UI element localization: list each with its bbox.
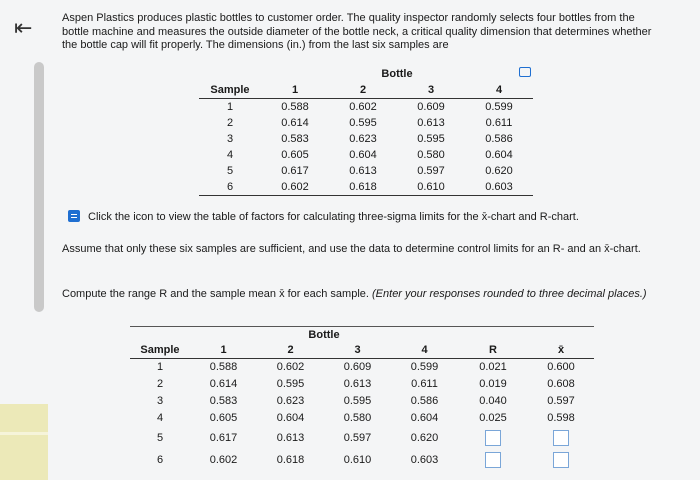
measurement-cell: 0.597 — [417, 165, 445, 177]
range-value: 0.025 — [479, 412, 507, 424]
measurement-cell: 0.618 — [349, 181, 377, 193]
measurement-cell: 0.595 — [417, 133, 445, 145]
table2-col-header: 1 — [220, 344, 227, 356]
table2-top-rule — [130, 326, 594, 327]
compute-text: Compute the range R and the sample mean x̄ for each sample. — [62, 288, 369, 300]
table2-bottle-header: Bottle — [308, 329, 340, 341]
measurement-cell: 0.617 — [281, 165, 309, 177]
compute-instruction — [62, 288, 662, 302]
mean-header: x̄ — [557, 344, 565, 356]
table1-bottle-header: Bottle — [381, 68, 413, 80]
back-arrow-icon[interactable]: ⇤ — [14, 16, 33, 41]
side-panel-stripe — [0, 432, 48, 435]
measurement-cell: 0.620 — [485, 165, 513, 177]
table2-spacer — [458, 328, 528, 342]
mean-value: 0.608 — [547, 378, 575, 390]
sample-number: 4 — [156, 412, 164, 424]
info-table-icon[interactable] — [68, 210, 80, 222]
table-row — [130, 393, 594, 410]
assumption-text: Assume that only these six samples are sufficient, and use the data to determine control limits for an R- and an x̄-chart. — [62, 243, 641, 255]
measurement-cell: 0.617 — [209, 431, 238, 444]
table2-spacer — [528, 328, 594, 342]
measurement-cell: 0.603 — [410, 453, 439, 466]
measurement-cell: 0.602 — [281, 181, 309, 193]
sample-number: 1 — [226, 101, 234, 113]
table1-spacer — [199, 66, 261, 82]
answer-table — [130, 328, 594, 471]
mean-input[interactable] — [553, 452, 569, 468]
measurement-cell: 0.586 — [410, 395, 439, 407]
measurement-cell: 0.620 — [410, 431, 439, 444]
mean-answer-cell — [528, 427, 594, 449]
sample-number: 6 — [156, 453, 164, 466]
measurement-cell: 0.605 — [281, 149, 309, 161]
table2-col-header: 4 — [421, 344, 428, 356]
factors-table-link[interactable] — [68, 210, 579, 225]
measurement-cell: 0.599 — [485, 101, 513, 113]
sample-data-table — [199, 66, 533, 196]
table1-col-header: 4 — [495, 84, 503, 96]
measurement-cell: 0.609 — [343, 361, 372, 374]
measurement-cell: 0.580 — [343, 412, 372, 424]
measurement-cell: 0.611 — [411, 378, 438, 390]
table1-col-header: 3 — [427, 84, 435, 96]
table-row — [199, 131, 533, 147]
scrollbar[interactable] — [34, 62, 44, 312]
sample-number: 3 — [156, 395, 164, 407]
range-header: R — [489, 344, 497, 356]
measurement-cell: 0.605 — [209, 412, 238, 424]
measurement-cell: 0.623 — [276, 395, 305, 407]
table1-col-header: 1 — [291, 84, 299, 96]
measurement-cell: 0.613 — [343, 378, 372, 390]
table-row — [199, 115, 533, 131]
factors-instruction: Click the icon to view the table of factors for calculating three-sigma limits for the x̄-chart and R-chart. — [88, 211, 579, 223]
measurement-cell: 0.604 — [276, 412, 305, 424]
measurement-cell: 0.588 — [281, 101, 309, 113]
table-row — [130, 427, 594, 449]
sample-number: 3 — [226, 133, 234, 145]
sample-number: 1 — [156, 361, 164, 374]
measurement-cell: 0.602 — [209, 453, 238, 466]
mean-value: 0.597 — [547, 395, 575, 407]
measurement-cell: 0.595 — [349, 117, 377, 129]
sample-number: 2 — [156, 378, 164, 390]
measurement-cell: 0.610 — [343, 453, 372, 466]
problem-intro: Aspen Plastics produces plastic bottles to customer order. The quality inspector randomly selects four bottles from the bottle machine and measures the outside diameter of the bottle neck, a critical quality dimension that determines whether the bottle cap will fit properly. The dimensions (in.) from the last six samples are — [62, 12, 652, 51]
measurement-cell: 0.586 — [485, 133, 513, 145]
mean-value: 0.600 — [547, 361, 575, 374]
sample-number: 4 — [226, 149, 234, 161]
question-content — [62, 12, 662, 53]
mean-answer-cell — [528, 449, 594, 471]
sample-number: 5 — [156, 431, 164, 444]
measurement-cell: 0.583 — [209, 395, 238, 407]
range-answer-cell — [458, 427, 528, 449]
measurement-cell: 0.599 — [410, 361, 439, 374]
table1-sample-header: Sample — [210, 84, 250, 96]
table2-col-header: 3 — [354, 344, 361, 356]
table-row — [130, 376, 594, 393]
table-row — [199, 163, 533, 179]
range-value: 0.021 — [479, 361, 507, 374]
range-value: 0.019 — [479, 378, 507, 390]
measurement-cell: 0.604 — [485, 149, 513, 161]
measurement-cell: 0.611 — [485, 117, 513, 129]
sample-number: 6 — [226, 181, 234, 193]
measurement-cell: 0.613 — [276, 431, 305, 444]
mean-input[interactable] — [553, 430, 569, 446]
measurement-cell: 0.583 — [281, 133, 309, 145]
range-answer-cell — [458, 449, 528, 471]
range-value: 0.040 — [479, 395, 507, 407]
measurement-cell: 0.614 — [281, 117, 309, 129]
table2-spacer — [130, 328, 190, 342]
measurement-cell: 0.604 — [410, 412, 439, 424]
range-input[interactable] — [485, 430, 501, 446]
table-row — [130, 449, 594, 471]
measurement-cell: 0.595 — [276, 378, 305, 390]
side-panel-highlight — [0, 404, 48, 480]
measurement-cell: 0.602 — [276, 361, 305, 374]
measurement-cell: 0.613 — [349, 165, 377, 177]
table-row — [199, 179, 533, 196]
table-row — [130, 359, 594, 376]
measurement-cell: 0.603 — [485, 181, 513, 193]
measurement-cell: 0.609 — [417, 101, 445, 113]
measurement-cell: 0.604 — [349, 149, 377, 161]
table1-col-header: 2 — [359, 84, 367, 96]
table2-sample-header: Sample — [140, 344, 180, 356]
rounding-note: (Enter your responses rounded to three decimal places.) — [372, 288, 647, 300]
sample-number: 5 — [226, 165, 234, 177]
mean-value: 0.598 — [547, 412, 575, 424]
measurement-cell: 0.597 — [343, 431, 372, 444]
measurement-cell: 0.610 — [417, 181, 445, 193]
table-row — [130, 410, 594, 427]
measurement-cell: 0.595 — [343, 395, 372, 407]
table2-col-header: 2 — [287, 344, 294, 356]
measurement-cell: 0.614 — [209, 378, 238, 390]
measurement-cell: 0.613 — [417, 117, 445, 129]
range-input[interactable] — [485, 452, 501, 468]
measurement-cell: 0.602 — [349, 101, 377, 113]
measurement-cell: 0.580 — [417, 149, 445, 161]
measurement-cell: 0.588 — [209, 361, 238, 374]
measurement-cell: 0.623 — [349, 133, 377, 145]
sample-number: 2 — [226, 117, 234, 129]
measurement-cell: 0.618 — [276, 453, 305, 466]
table-row — [199, 147, 533, 163]
table-row — [199, 99, 533, 116]
